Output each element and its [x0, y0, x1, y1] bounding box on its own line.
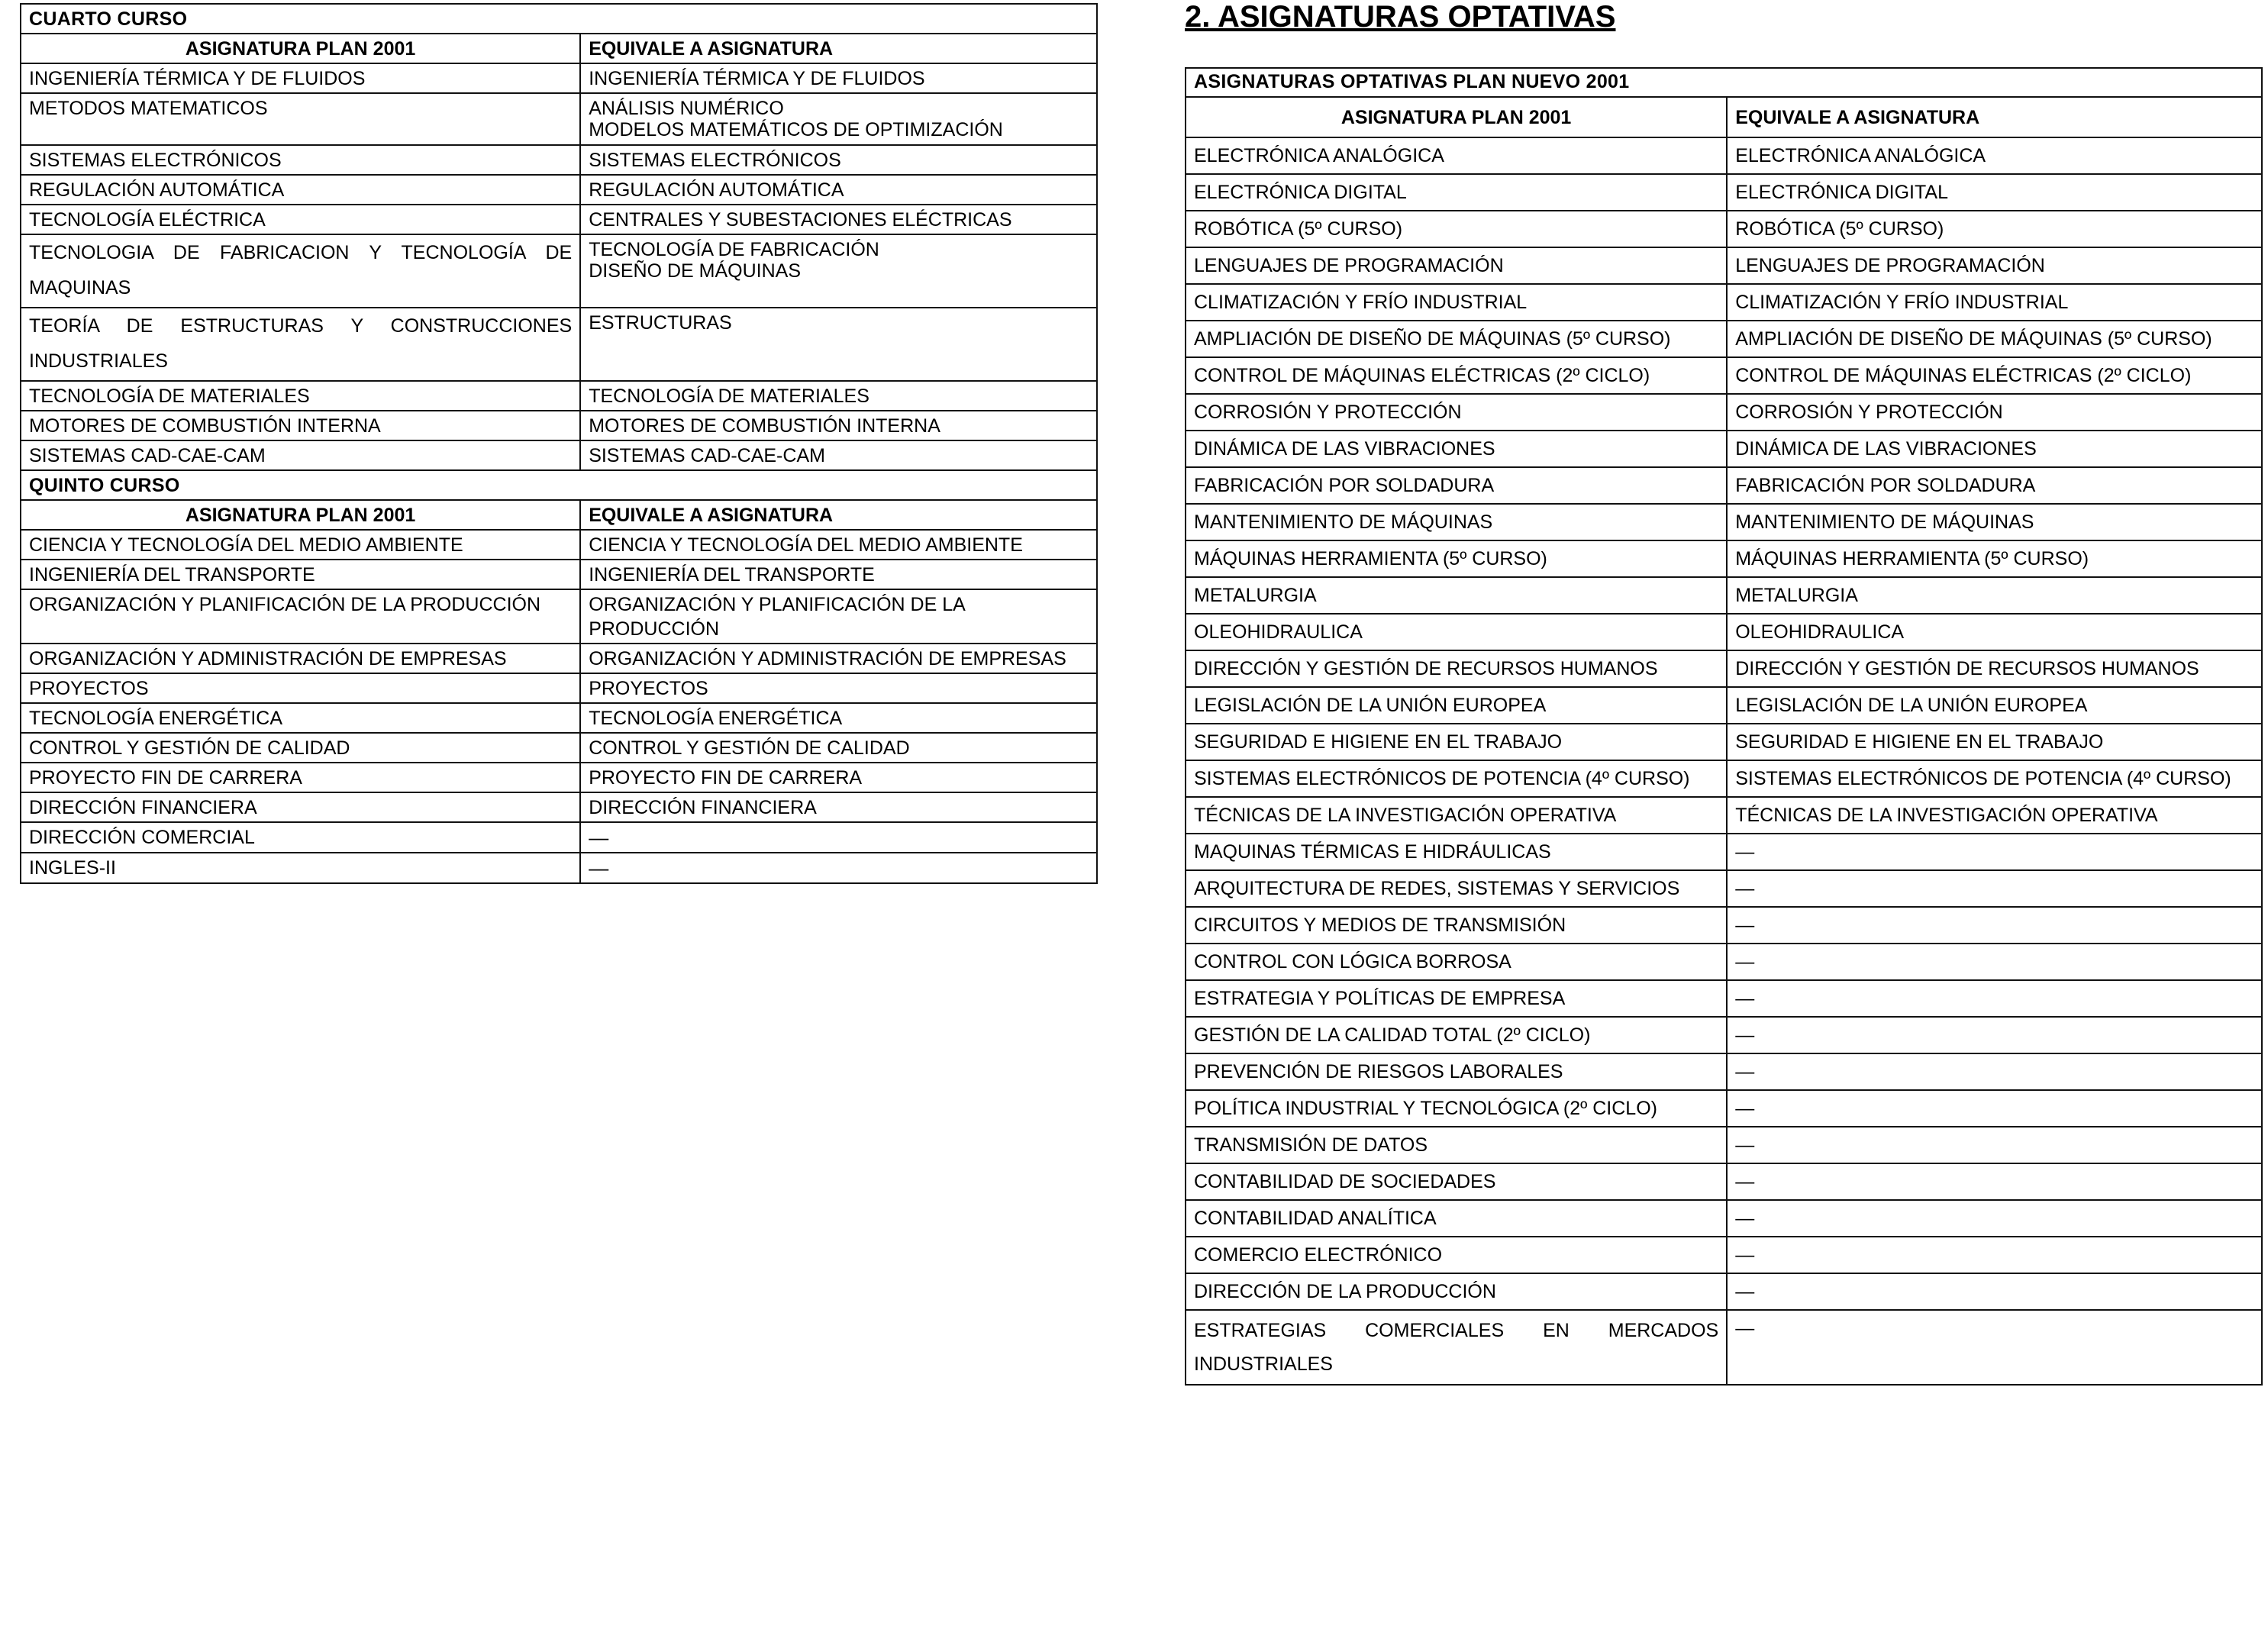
optional-subject: ELECTRÓNICA DIGITAL [1186, 174, 1727, 211]
table-row [1186, 944, 2262, 980]
column-header-plan-2001: ASIGNATURA PLAN 2001 [1186, 97, 1727, 137]
subject-plan-2001: INGLES-II [21, 853, 580, 883]
optional-subject: POLÍTICA INDUSTRIAL Y TECNOLÓGICA (2º CICLO) [1186, 1090, 1727, 1127]
table-row [1186, 357, 2262, 394]
column-header-row [21, 34, 1097, 63]
equivalent-line: PROYECTO FIN DE CARRERA [589, 767, 863, 789]
table-row [1186, 1127, 2262, 1163]
equivalent-subject: SEGURIDAD E HIGIENE EN EL TRABAJO [1727, 724, 2262, 760]
section-title-row [21, 470, 1097, 500]
optional-subject: COMERCIO ELECTRÓNICO [1186, 1237, 1727, 1273]
table-row [21, 703, 1097, 733]
optional-subject: CORROSIÓN Y PROTECCIÓN [1186, 394, 1727, 431]
column-header-row [21, 500, 1097, 530]
subject-plan-2001: PROYECTO FIN DE CARRERA [21, 763, 580, 792]
optional-subject: ROBÓTICA (5º CURSO) [1186, 211, 1727, 247]
equivalent-line: TECNOLOGÍA DE MATERIALES [589, 385, 869, 407]
table-row [21, 733, 1097, 763]
table-row [21, 175, 1097, 205]
optional-subjects-table [1185, 67, 2263, 1386]
subject-plan-2001: METODOS MATEMATICOS [21, 93, 580, 145]
equivalent-subject [580, 93, 1097, 145]
table-row [21, 93, 1097, 145]
column-header-equivalent: EQUIVALE A ASIGNATURA [580, 500, 1097, 530]
table-row [21, 644, 1097, 673]
equivalent-subject [580, 560, 1097, 589]
equivalent-subject: DINÁMICA DE LAS VIBRACIONES [1727, 431, 2262, 467]
equivalent-subject: — [1727, 1237, 2262, 1273]
optional-subjects-block [1185, 0, 2263, 1386]
table-row [21, 530, 1097, 560]
equivalent-subject [580, 145, 1097, 175]
equivalent-subject [580, 63, 1097, 93]
optional-subject: GESTIÓN DE LA CALIDAD TOTAL (2º CICLO) [1186, 1017, 1727, 1053]
optional-subject: DINÁMICA DE LAS VIBRACIONES [1186, 431, 1727, 467]
equivalent-line: CIENCIA Y TECNOLOGÍA DEL MEDIO AMBIENTE [589, 534, 1023, 556]
equivalent-subject [580, 822, 1097, 853]
table-row [21, 411, 1097, 440]
equivalent-line: CENTRALES Y SUBESTACIONES ELÉCTRICAS [589, 209, 1012, 231]
table-title-row [1186, 68, 2262, 97]
equivalent-line: SISTEMAS ELECTRÓNICOS [589, 150, 841, 171]
optional-subject: SEGURIDAD E HIGIENE EN EL TRABAJO [1186, 724, 1727, 760]
subject-plan-2001: INGENIERÍA TÉRMICA Y DE FLUIDOS [21, 63, 580, 93]
equivalent-subject: CORROSIÓN Y PROTECCIÓN [1727, 394, 2262, 431]
table-row [21, 792, 1097, 822]
subject-plan-2001 [21, 308, 580, 381]
optional-subject: FABRICACIÓN POR SOLDADURA [1186, 467, 1727, 504]
table-row [21, 673, 1097, 703]
equivalent-subject [580, 673, 1097, 703]
subject-plan-2001: TECNOLOGÍA ELÉCTRICA [21, 205, 580, 234]
table-row [21, 205, 1097, 234]
optional-subjects-heading: 2. ASIGNATURAS OPTATIVAS [1185, 0, 1616, 34]
equivalent-subject [580, 733, 1097, 763]
subject-plan-2001: SISTEMAS CAD-CAE-CAM [21, 440, 580, 470]
equivalent-line: SISTEMAS CAD-CAE-CAM [589, 445, 825, 466]
equivalent-line: INGENIERÍA DEL TRANSPORTE [589, 564, 875, 586]
equivalent-subject [580, 205, 1097, 234]
table-row [21, 63, 1097, 93]
table-row [21, 145, 1097, 175]
equivalent-subject [580, 589, 1097, 644]
subject-line: TEORÍA DE ESTRUCTURAS Y CONSTRUCCIONES [29, 315, 573, 337]
equivalent-subject [580, 530, 1097, 560]
equivalent-subject [580, 644, 1097, 673]
table-row [1186, 907, 2262, 944]
table-row [1186, 1237, 2262, 1273]
optional-subject: DIRECCIÓN Y GESTIÓN DE RECURSOS HUMANOS [1186, 650, 1727, 687]
subject-plan-2001: MOTORES DE COMBUSTIÓN INTERNA [21, 411, 580, 440]
subject-line: INDUSTRIALES [29, 350, 168, 372]
table-row [21, 381, 1097, 411]
optional-subject [1186, 1310, 1727, 1385]
table-row [1186, 614, 2262, 650]
equivalent-line: TECNOLOGÍA ENERGÉTICA [589, 708, 843, 729]
equivalent-subject: AMPLIACIÓN DE DISEÑO DE MÁQUINAS (5º CURSO) [1727, 321, 2262, 357]
table-row [1186, 1090, 2262, 1127]
equivalent-subject: — [1727, 1017, 2262, 1053]
equivalent-subject [580, 381, 1097, 411]
equivalent-subject: METALURGIA [1727, 577, 2262, 614]
section-title: QUINTO CURSO [21, 470, 1097, 500]
table-row [1186, 1163, 2262, 1200]
equivalent-subject: — [1727, 870, 2262, 907]
subject-plan-2001: ORGANIZACIÓN Y PLANIFICACIÓN DE LA PRODUCCIÓN [21, 589, 580, 644]
table-row [1186, 321, 2262, 357]
table-row [21, 853, 1097, 883]
equivalent-subject: — [1727, 1200, 2262, 1237]
equivalent-line: MODELOS MATEMÁTICOS DE OPTIMIZACIÓN [589, 119, 1003, 140]
equivalent-line: INGENIERÍA TÉRMICA Y DE FLUIDOS [589, 68, 925, 89]
equivalent-subject: OLEOHIDRAULICA [1727, 614, 2262, 650]
table-row [1186, 284, 2262, 321]
subject-plan-2001: PROYECTOS [21, 673, 580, 703]
table-row [1186, 760, 2262, 797]
subject-plan-2001: REGULACIÓN AUTOMÁTICA [21, 175, 580, 205]
equivalent-line: — [589, 826, 609, 849]
optional-subject: AMPLIACIÓN DE DISEÑO DE MÁQUINAS (5º CURSO) [1186, 321, 1727, 357]
subject-plan-2001: TECNOLOGÍA ENERGÉTICA [21, 703, 580, 733]
equivalent-line: ANÁLISIS NUMÉRICO [589, 98, 784, 119]
equivalent-line: MOTORES DE COMBUSTIÓN INTERNA [589, 415, 940, 437]
table-row [1186, 797, 2262, 834]
equivalent-line: ORGANIZACIÓN Y PLANIFICACIÓN DE LA PRODUCCIÓN [589, 594, 965, 640]
equivalent-subject [580, 440, 1097, 470]
equivalent-subject: — [1727, 1273, 2262, 1310]
equivalent-subject [580, 792, 1097, 822]
section-title: CUARTO CURSO [21, 4, 1097, 34]
left-tables-block [20, 3, 1098, 884]
optional-subject: CLIMATIZACIÓN Y FRÍO INDUSTRIAL [1186, 284, 1727, 321]
equivalent-subject: ELECTRÓNICA DIGITAL [1727, 174, 2262, 211]
column-header-equivalent: EQUIVALE A ASIGNATURA [1727, 97, 2262, 137]
subject-line: TECNOLOGIA DE FABRICACION Y TECNOLOGÍA DE [29, 242, 573, 263]
subject-line: ESTRATEGIAS COMERCIALES EN MERCADOS [1194, 1320, 1719, 1341]
optional-subject: METALURGIA [1186, 577, 1727, 614]
table-title: ASIGNATURAS OPTATIVAS PLAN NUEVO 2001 [1186, 68, 2262, 97]
table-row [1186, 1310, 2262, 1385]
optional-subject: LENGUAJES DE PROGRAMACIÓN [1186, 247, 1727, 284]
equivalent-subject [580, 175, 1097, 205]
equivalent-subject: DIRECCIÓN Y GESTIÓN DE RECURSOS HUMANOS [1727, 650, 2262, 687]
table-row [21, 589, 1097, 644]
equivalent-subject [580, 853, 1097, 883]
equivalent-subject: — [1727, 1090, 2262, 1127]
subject-plan-2001: DIRECCIÓN FINANCIERA [21, 792, 580, 822]
optional-subject: CONTROL DE MÁQUINAS ELÉCTRICAS (2º CICLO) [1186, 357, 1727, 394]
equivalent-subject [580, 763, 1097, 792]
equivalent-subject: CONTROL DE MÁQUINAS ELÉCTRICAS (2º CICLO) [1727, 357, 2262, 394]
equivalent-subject: MANTENIMIENTO DE MÁQUINAS [1727, 504, 2262, 540]
subject-plan-2001: INGENIERÍA DEL TRANSPORTE [21, 560, 580, 589]
table-row [1186, 1273, 2262, 1310]
column-header-row [1186, 97, 2262, 137]
table-row [1186, 467, 2262, 504]
table-row [1186, 724, 2262, 760]
subject-line: MAQUINAS [29, 277, 131, 298]
equivalent-line: ESTRUCTURAS [589, 312, 732, 334]
table-row [1186, 540, 2262, 577]
optional-subject: SISTEMAS ELECTRÓNICOS DE POTENCIA (4º CURSO) [1186, 760, 1727, 797]
optional-subject: CIRCUITOS Y MEDIOS DE TRANSMISIÓN [1186, 907, 1727, 944]
equivalent-subject [580, 411, 1097, 440]
optional-subject: ELECTRÓNICA ANALÓGICA [1186, 137, 1727, 174]
table-row [1186, 247, 2262, 284]
table-row [1186, 1017, 2262, 1053]
table-row [1186, 870, 2262, 907]
table-row [21, 763, 1097, 792]
subject-plan-2001: CONTROL Y GESTIÓN DE CALIDAD [21, 733, 580, 763]
table-row [1186, 577, 2262, 614]
subject-plan-2001: DIRECCIÓN COMERCIAL [21, 822, 580, 853]
equivalent-subject: — [1727, 1127, 2262, 1163]
equivalent-subject: LENGUAJES DE PROGRAMACIÓN [1727, 247, 2262, 284]
table-row [1186, 431, 2262, 467]
optional-subject: ESTRATEGIA Y POLÍTICAS DE EMPRESA [1186, 980, 1727, 1017]
subject-plan-2001: CIENCIA Y TECNOLOGÍA DEL MEDIO AMBIENTE [21, 530, 580, 560]
optional-subject: MÁQUINAS HERRAMIENTA (5º CURSO) [1186, 540, 1727, 577]
equivalent-line: DIRECCIÓN FINANCIERA [589, 797, 817, 818]
optional-subject: MANTENIMIENTO DE MÁQUINAS [1186, 504, 1727, 540]
equivalent-subject [580, 234, 1097, 308]
subject-plan-2001: TECNOLOGÍA DE MATERIALES [21, 381, 580, 411]
column-header-plan-2001: ASIGNATURA PLAN 2001 [21, 500, 580, 530]
equivalent-subject: ROBÓTICA (5º CURSO) [1727, 211, 2262, 247]
subject-line: INDUSTRIALES [1194, 1353, 1333, 1375]
equivalent-line: CONTROL Y GESTIÓN DE CALIDAD [589, 737, 910, 759]
equivalent-line: REGULACIÓN AUTOMÁTICA [589, 179, 844, 201]
equivalent-line: TECNOLOGÍA DE FABRICACIÓN [589, 239, 879, 260]
table-row [1186, 174, 2262, 211]
optional-subject: TÉCNICAS DE LA INVESTIGACIÓN OPERATIVA [1186, 797, 1727, 834]
equivalent-subject: — [1727, 944, 2262, 980]
table-row [21, 822, 1097, 853]
equivalent-subject: TÉCNICAS DE LA INVESTIGACIÓN OPERATIVA [1727, 797, 2262, 834]
equivalent-line: ORGANIZACIÓN Y ADMINISTRACIÓN DE EMPRESAS [589, 648, 1066, 669]
subject-plan-2001 [21, 234, 580, 308]
equivalent-subject [580, 308, 1097, 381]
equivalent-line: PROYECTOS [589, 678, 708, 699]
equivalent-subject: — [1727, 907, 2262, 944]
equivalent-subject: — [1727, 1163, 2262, 1200]
table-row [1186, 1200, 2262, 1237]
equivalent-subject [580, 703, 1097, 733]
column-header-equivalent: EQUIVALE A ASIGNATURA [580, 34, 1097, 63]
optional-subject: PREVENCIÓN DE RIESGOS LABORALES [1186, 1053, 1727, 1090]
equivalent-subject: SISTEMAS ELECTRÓNICOS DE POTENCIA (4º CURSO) [1727, 760, 2262, 797]
optional-subject: OLEOHIDRAULICA [1186, 614, 1727, 650]
table-row [21, 308, 1097, 381]
equivalent-subject: LEGISLACIÓN DE LA UNIÓN EUROPEA [1727, 687, 2262, 724]
equivalent-line: DISEÑO DE MÁQUINAS [589, 260, 802, 282]
equivalent-subject: — [1727, 1310, 2262, 1385]
optional-subject: ARQUITECTURA DE REDES, SISTEMAS Y SERVICIOS [1186, 870, 1727, 907]
table-row [1186, 650, 2262, 687]
table-row [1186, 1053, 2262, 1090]
equivalent-subject: MÁQUINAS HERRAMIENTA (5º CURSO) [1727, 540, 2262, 577]
equivalent-subject: — [1727, 980, 2262, 1017]
optional-subject: CONTABILIDAD DE SOCIEDADES [1186, 1163, 1727, 1200]
course-equivalence-table [20, 3, 1098, 884]
table-row [1186, 211, 2262, 247]
equivalent-line: — [589, 856, 609, 879]
optional-subject: DIRECCIÓN DE LA PRODUCCIÓN [1186, 1273, 1727, 1310]
optional-subject: MAQUINAS TÉRMICAS E HIDRÁULICAS [1186, 834, 1727, 870]
table-row [1186, 687, 2262, 724]
subject-plan-2001: ORGANIZACIÓN Y ADMINISTRACIÓN DE EMPRESAS [21, 644, 580, 673]
table-row [1186, 137, 2262, 174]
column-header-plan-2001: ASIGNATURA PLAN 2001 [21, 34, 580, 63]
section-title-row [21, 4, 1097, 34]
table-row [21, 234, 1097, 308]
table-row [1186, 980, 2262, 1017]
optional-subject: CONTROL CON LÓGICA BORROSA [1186, 944, 1727, 980]
equivalent-subject: — [1727, 1053, 2262, 1090]
subject-plan-2001: SISTEMAS ELECTRÓNICOS [21, 145, 580, 175]
table-row [21, 440, 1097, 470]
table-row [1186, 394, 2262, 431]
optional-subject: TRANSMISIÓN DE DATOS [1186, 1127, 1727, 1163]
equivalent-subject: FABRICACIÓN POR SOLDADURA [1727, 467, 2262, 504]
optional-subject: LEGISLACIÓN DE LA UNIÓN EUROPEA [1186, 687, 1727, 724]
equivalent-subject: CLIMATIZACIÓN Y FRÍO INDUSTRIAL [1727, 284, 2262, 321]
table-row [21, 560, 1097, 589]
table-row [1186, 504, 2262, 540]
equivalent-subject: ELECTRÓNICA ANALÓGICA [1727, 137, 2262, 174]
equivalent-subject: — [1727, 834, 2262, 870]
table-row [1186, 834, 2262, 870]
optional-subject: CONTABILIDAD ANALÍTICA [1186, 1200, 1727, 1237]
